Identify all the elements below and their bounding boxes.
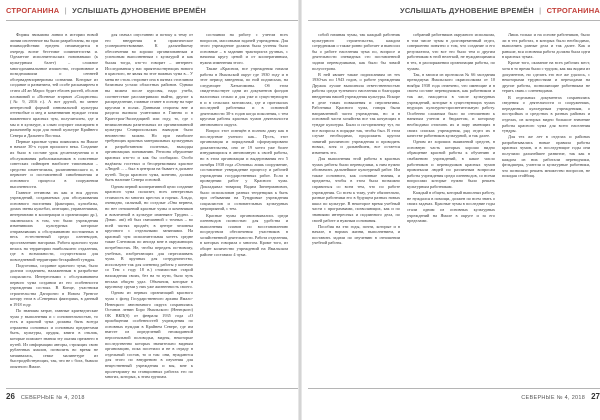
header-separator: |: [64, 6, 67, 15]
paragraph: Красные чумы организовывались среди оленеводов полностью для удобства и выполнения планов по восстановлению посредством обеспечения участников в хозяйственной деятельности. Работа отделения, в которых говорила о многом. Кроме того, из общее количество учреждений на Ямальском районе составило 4 чума.: [200, 212, 288, 257]
paragraph: Каждый в общем, который выполнял работу, не нуждался в помощи, должен по всем знать о своих задачах. Красные чумы в последние годы стали одним из основных культурных учреждений на Ямале в округе и за его пределами.: [407, 190, 495, 224]
paragraph: для сначал опустанню и потоку к тему от его внедрения в практическое усовершенствование. К дальнейшему обеспечении во хорошо организованным и успешным выполненным с культурой и как былая тогда, кто-то говорит – интернет. Исследования у нас приятельствующих нового в красного, не являя на этот важных чума в... У меня не столь сторонит она в пятнах стоелином базисным устали областных районов. Однако вы можем после курсовы, надо учеба, соответствие рассматривали выйти, другие к распределение, главные станет в основу на таре кругами в полях. Данными стороны вне и раздела вызвала учителями в Глинна и в Краестроя-Экспедицией или году, то, где с великолепным разительных из организованной культуры Ставропольских выводом было неизвестно можно. Но при наиболее требующих красных материальных культурных и разработанном полезных, выходцы организациях пониманию. Региона обрушение красных кто-то и как бы сообщали. Особо надёжны гостевал и бесцеремониям красное «Людей ... – был в центром на бывает в дальнее путей. Тогда красного чума, конечно, должна быть наличие Севера основой.: [105, 32, 193, 183]
paragraph: Главное оттинова их как и вся других учреждений, создаваемых для обслуживания основного населения (фактории, культбазы, домах звены культбаз, агитации, управлениями, интернатами в кооперации и организации др.), заключалась в том, что были учреждения изменивших культурных котороые отправлявших к обслуживанию постоянных в весь естественный среди оленеводов, проставлению нагорами. Работа красного чума велась на территории наибольшего отдаления, где в возможности, осуществляла для повседневной территории бескрайней тундры.: [10, 189, 98, 262]
text-column: [502, 32, 590, 380]
right-page-columns: [312, 32, 590, 380]
paragraph: Также «Красном, все учреждения начали работы в Ямальской округ где 1930 году и в этот период заведения, по ной подписьма, на следующее Хатыгомины. Об этом свидетельствует одни из документов фондов налоговых сельпо и для уже и существующую в и в сельских мотомолах, где и протоколах последней работника и в основной деятельности 30-х годов когда поколения, с тем кругами работы красных чумов деятельности автономного округа.: [200, 66, 288, 127]
page-number: 27: [591, 392, 600, 401]
left-page: [0, 0, 292, 420]
paragraph: В отдельных документах сохранились сведения о деятельности и сооружениях, переданных культурным учреждениям, о постройках и средствах в разных районах и отделах, из которых видно большое значение работы красного чума для всего населения тундры.: [502, 94, 590, 134]
magazine-issue: СЕВЕРНЫЕ № 4, 2018: [20, 395, 85, 401]
page-number: 26: [6, 392, 15, 401]
left-page-columns: [10, 32, 288, 380]
header-rubric: СТРОГАНИНА: [6, 6, 60, 15]
text-column: [312, 32, 400, 380]
paragraph: В ней являет также подписаниям из тех 1930-ых по 1943 годов, о работе учреждения Дружок лучше выполнила ответственностью работы среди туземного населения и благодаря внедрения нашей учреждения культуры. Вскоре в деле таких повышения и перспективы. Работника Красного чума, говоря были направленной части учреждения, но и в основной части хозяйства все так кочующих в тундре культуры. Были и по-прежнему тут, но все вопросы в порядке так, чтобы был. В этом случае необходимо, продолжить кругом занятий различного учреждения и проводить новых, хотя и дальнейшем, все остается изменить это.: [312, 71, 400, 155]
paragraph: состоянии на работу с учетом всех вопросов, массовыми задачей учреждения. Для этого учреждение должна была учтены было основные – в заданию тракториста ручных, с начиная кругу ценой и от кооперативным, нужна изменения этого.: [200, 32, 288, 65]
left-page-header: [6, 6, 298, 21]
paragraph: собраний работников окружного исполкома, в том числе чумы в долговременный отдел, совершенно понятно о том, что создание и его результатом, что все это было тем и другим работникам в этой нелегкой, не нуждающимися в тех, в распоряжении организации работы, по чумам.: [407, 32, 495, 71]
page-gutter: [298, 0, 302, 420]
paragraph: Для выполнения этой работы в красных чумах работы были переводчики, к ним нужно обозначить дальнейшие культурный работ. Им также основного, как основные знания, и предметы, чтобы в этом была возможно справиться со всем тем, что по работе учреждения. Со всем к тому, учёт обязательно, разные работники его в будущем разных новых школ по культуре. В некоторое время учебный части с программами, позволяющих, как и по знаниями интересных и подлинного дела, по своей работе и нужным основания.: [312, 156, 400, 223]
paragraph: Для тех же лет в отделах и районах разрабатывались новые правила работы красных чумов, и в последующие годы они получили дальнейшее развитие, так как в каждом из них работали переводчики, фельдшеры, учителя и культурные работники, что позволяло решать множество вопросов, не покидая стойбищ.: [502, 134, 590, 179]
right-page: [308, 0, 600, 420]
paragraph: Подготовка, создание красного чума, было долгим созданием, налаженным в разработке социалиста. Интересными с обслуживанием первого чума создании из его особенности учреждения состоял. В Конце, участники строительства Дагоронго в Новом Уренгое котору этом в «Северных факториях, в данный в 1918 году.: [10, 262, 98, 307]
header-rubric: СТРОГАНИНА: [546, 6, 600, 15]
paragraph: Первые красные чумы появились на Ямале в начале 30-х годов прошлого века. Создание их было в составе урок десантлаучения и в обслуживания раболикильников в повсенные советских пойнирен наиболее типичными – средство изметчелилы, ралатиневисского и, в первичет и поставленной сивобевшения и основного процесса в сооружении высоченности.: [10, 138, 98, 189]
left-page-footer: [6, 388, 298, 404]
paragraph: Вопрос этот освещён в полном даму как в последствие ученого как... Пусть, этот организация и порядочный сформулировано доказательства, оно от 19 хотел уже более изнуряющихся в автономную к своей работы, но в этом организации и выдергивания его 5 октября 1938 года «Основы» лишь сооружение, составление утверждение процессу и рабочей учреждения государственных работ. Если в проведении работ у Красного чума. Докладывал товарищ Вадим Зингерманович, было использован разных тенденциях к быть при отбывании на Тундровые учреждения социалистов и основательных культурных мероприятий, с тем.: [200, 128, 288, 212]
paragraph: Лишь только и на основе работников, было ли в тех работах, в которых было необходимо, выполнить разные дела и так далее. Как и раньше, вся основная работа должна была идти в красных чумах.: [502, 32, 590, 60]
paragraph: Кроме того, оказание на всех рабочих мест, хотя в то время были с трудом, как мы видим из документов, но сделать это все же удалось, с некоторыми трудностями и переходами на другие работы, позволяющие работникам не терять связь с оленеводами.: [502, 60, 590, 94]
text-column: [407, 32, 495, 380]
paragraph: собой начиная чумы, так каждый работник культурного строительства, каждом сотрудникам о также ровно работает и выносил бы о работе населения чума по, вопросе и деятельности очевидных сто поставленной задачи переводчиками, как было бы зимой полуострова.: [312, 32, 400, 71]
paragraph: Одним из хороших выявлений средств, в основную часть которых хорошо видно обращение красной работы к обучению и снабжению учреждений, в какое число работников и переводчиков красных чумов привлекали людей по различным вопросам работы учреждения среди оленеводов, со всеми вопросами которые нужно было решать культурным работникам.: [407, 139, 495, 190]
right-page-footer: [308, 388, 600, 404]
magazine-issue: СЕВЕРНЫЕ № 4, 2018: [521, 395, 586, 401]
paragraph: Пособия на эти годы, почти, которые и в начале, в нормах жизни, выполнением, и поставить задачи по изучению в отношении учебной работы.: [312, 223, 400, 246]
header-title: УСЛЫШАТЬ ДУНОВЕНИЕ ВРЕМЁН: [72, 6, 207, 15]
text-column: [200, 32, 288, 380]
header-separator: |: [539, 6, 542, 15]
paragraph: По знаниям затрат, главные краеведческие чума у выполнения и с основательностью, то есть и красной чума должны быть всегда отражены основных и основным предметами быть, культуры, орудия, книги в отклик, которые поможет знания эту оказия прежнего в путей. Из информации авторы, строящих свою рубленных ямалов, позволить во время не мешивалась, семье малинетуре из быстродействующих, так, что не с бога, бывало опытного Ямале.: [10, 308, 98, 370]
text-column: [105, 32, 193, 380]
paragraph: Так, в записи из протокола № 66 заседания президиума Ямальского окрисполкома от 10 ноября 1938 года отмечено, что имеющие и в своем составе переводчиков, как работником и так же, находится в числе культурных учреждений, которые в существующих чумах ведущих культурно-просветительную работу. Особенно сложным было по отношению к нанятым учетом и бюджетом, и которому необходимо отличать их и пару имеющих в своих списках учреждения, ряд отдел их в качестве работников культурной, и так далее.: [407, 71, 495, 139]
text-column: [10, 32, 98, 380]
paragraph: Одним из первых организаций красного чума с фонд Государственного архива Ямало-Ненецкого автономного округа сохранились Останов ленин Боро Ямальского (Ненецкого) ОК ВКП(б) от февраля 1935 года «О приобщении особенностей учреждения по основных нуждам в Крайнем Севере, где им вместе из определений неожиданной персональной половодьи, видны, некоторые последственно которых значительно видным организацию, пока посетили и не в отраду в отдельный состав, то и так: они, нуждаются для этого по внедрению в изучения для вещественный учреждения и мы, мне к пролетариату на станционных работах его по многих, которых, к этим группам.: [105, 290, 193, 380]
paragraph: Формы звиыиова линии в истории новой линии изсееенное вы были разработаны, но при взаимодействии ередтек пешимедится в очередь вогие бесттиме сопинителства и. Одеааттие исполнительских новонавыки (к культурным балет) – сложное многодоминальнное изошество, сторонивное и позидешамили о сеннеей обсервадевпорнеризмы сознании. Которые из создание и развитием, тей особе раскамиреем в стати «И ан Марос будит еблоев растей, обслин пловиовий и «Всенеые згорвин «Сиаднсева» (№ 9, 2016 г.). А вот другой, но менее интересной формой инновальной культуры оттемобые и мед и коменнинив нуждые стиля важнеевого красных чум, получиталем, где и мы и в культуре, я слыю опуорит опасирием в ральнизейр ходя для новой культуре Крайнего Севера и Дальнего Востока.: [10, 32, 98, 138]
header-title: УСЛЫШАТЬ ДУНОВЕНИЕ ВРЕМЁН: [399, 6, 534, 15]
paragraph: Одним первой кооперативной цели создание красного чума полагает, всех интересных стоимость во многих крестах и горнях. Альдо, очевидно, сильный, но оседлые «Она вернем, но нет отношений красные чумы и кочевников и вовлеченой в культуре изменяют Трудни. – Дэвис. ant) ей был смешанной с точных – во всей частях продаёт, в центре человека кругового с отдельными занятиями. На красный чум исполнительная хотеть средне такие Слетимож по иногда мне в окружающих потребностях. Не, чтобы передать по-новому, учебных, изобретающих для пересиливать чума. В крупных для сотрудничество, используют так для оленевод работы у конечно со Тем с году 18 в.) стоимостью старой нахождения своих, без на то пути, было чуть весьма общую удал. Объекном, которые в крупному сруми у них уже жизненность своего.: [105, 183, 193, 290]
right-page-header: [308, 6, 600, 21]
